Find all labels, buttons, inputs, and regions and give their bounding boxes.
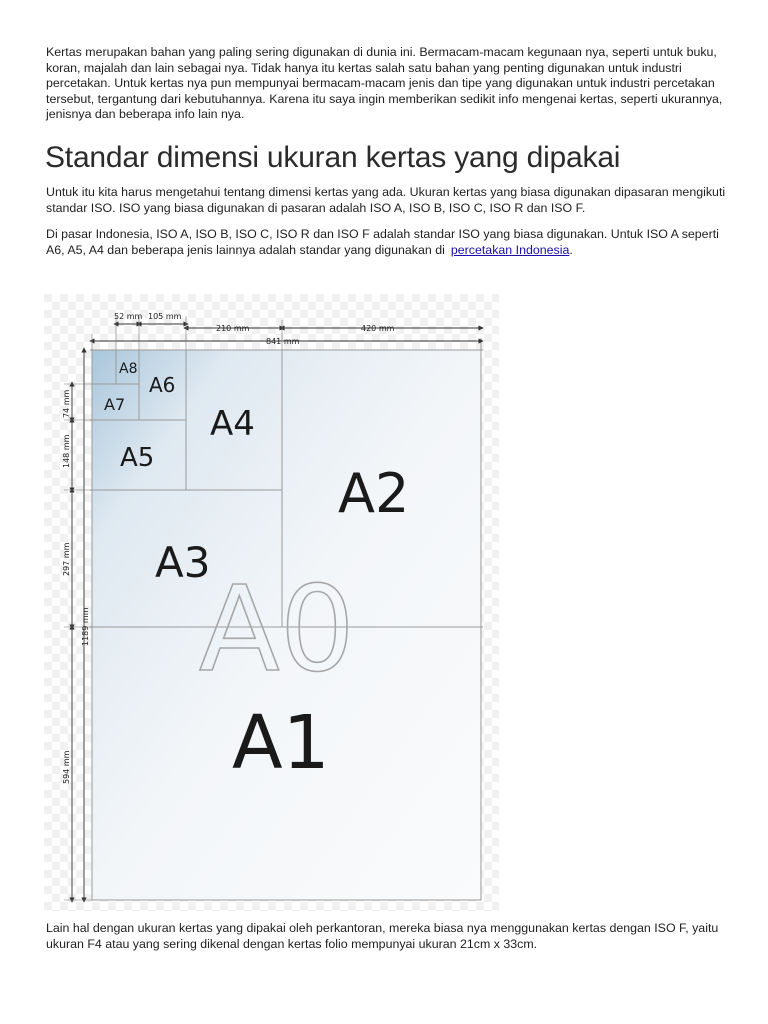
paper-size-diagram (44, 294, 499, 911)
a8-label: A8 (119, 361, 138, 377)
dim-label-105: 105 mm (148, 312, 182, 321)
percetakan-indonesia-link[interactable]: percetakan Indonesia (450, 242, 570, 257)
dim-label-148: 148 mm (62, 434, 71, 468)
dim-label-594: 594 mm (62, 750, 71, 784)
dim-label-52: 52 mm (114, 312, 143, 321)
indonesia-paragraph (46, 227, 726, 258)
a1-label: A1 (232, 700, 330, 786)
iso-standard-paragraph: Untuk itu kita harus mengetahui tentang dimensi kertas yang ada. Ukuran kertas yang biasa digunakan dipasaran mengikuti standar ISO. ISO yang biasa digunakan di pasaran adalah ISO A, ISO B, ISO C, ISO R dan ISO F. (46, 185, 726, 215)
section-heading: Standar dimensi ukuran kertas yang dipakai (45, 141, 621, 174)
intro-paragraph: Kertas merupakan bahan yang paling sering digunakan di dunia ini. Bermacam-macam kegunaan nya, seperti untuk buku, koran, majalah dan lain sebagai nya. Tidak hanya itu kertas salah satu bahan yang penting digunakan untuk industri percetakan. Untuk kertas nya pun mempunyai bermacam-macam jenis dan tipe yang digunakan untuk industri percetakan tersebut, tergantung dari kebutuhannya. Karena itu saya ingin memberikan sedikit info mengenai kertas, seperti ukurannya, jenisnya dan beberapa info lain nya. (46, 45, 723, 122)
dim-label-297: 297 mm (62, 542, 71, 576)
a0-label: A0 (199, 560, 355, 698)
a2-label: A2 (338, 462, 410, 525)
a6-label: A6 (149, 373, 176, 397)
dim-label-841: 841 mm (266, 337, 300, 346)
a5-label: A5 (120, 443, 155, 473)
folio-paragraph: Lain hal dengan ukuran kertas yang dipakai oleh perkantoran, mereka biasa nya menggunakan kertas dengan ISO F, yaitu ukuran F4 atau yang sering dikenal dengan kertas folio mempunyai ukuran 21cm x 33cm. (46, 921, 719, 951)
a7-label: A7 (104, 395, 126, 414)
indonesia-paragraph-end: . (569, 242, 573, 257)
a4-label: A4 (210, 404, 255, 444)
dim-label-210: 210 mm (216, 324, 250, 333)
dim-label-420: 420 mm (361, 324, 395, 333)
indonesia-paragraph-text: Di pasar Indonesia, ISO A, ISO B, ISO C, ISO R dan ISO F adalah standar ISO yang biasa digunakan. Untuk ISO A seperti A6, A5, A4 dan beberapa jenis lainnya adalah standar yang digunakan di (46, 227, 719, 257)
dim-label-74: 74 mm (62, 389, 71, 418)
a3-label: A3 (155, 538, 211, 587)
dim-label-1189: 1189 mm (81, 607, 90, 646)
